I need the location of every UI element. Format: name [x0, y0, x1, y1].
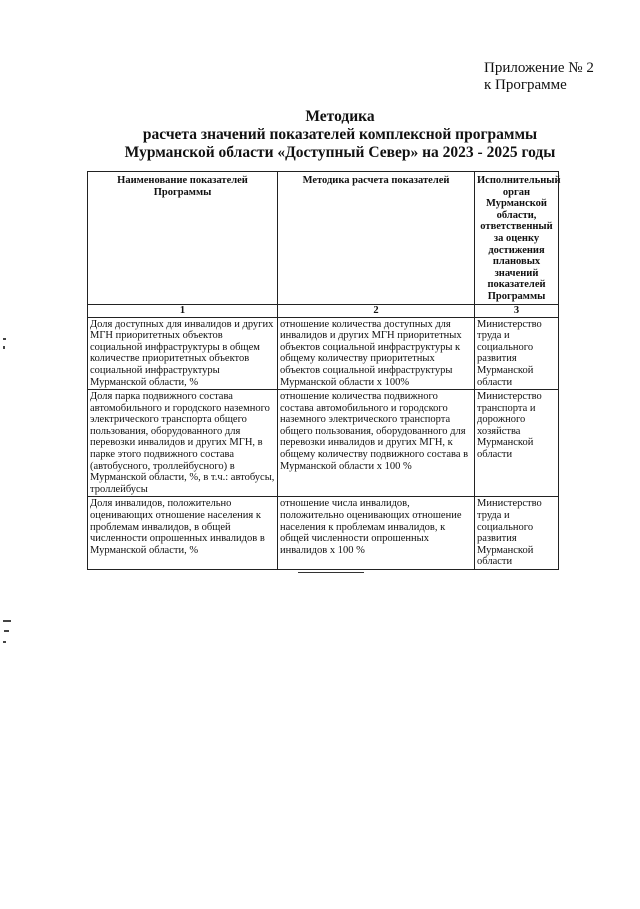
title-line-2: расчета значений показателей комплексной программы — [142, 126, 538, 143]
scan-speck — [4, 630, 9, 632]
column-number: 3 — [475, 304, 559, 317]
appendix-reference: к Программе — [484, 77, 567, 93]
calculation-method-cell: отношение количества доступных для инвалидов и других МГН приоритетных объектов социальной инфраструктуры к общему количеству приоритетных объектов социальной инфраструктуры Мурманской области х 100% — [278, 317, 475, 390]
methodology-table — [87, 171, 559, 570]
header-responsible-body: Исполнительный орган Мурманской области, ответственный за оценку достижения плановых значений показателей Программы — [475, 172, 559, 305]
column-number: 1 — [88, 304, 278, 317]
calculation-method-cell: отношение числа инвалидов, положительно оценивающих отношение населения к проблемам инвалидов, к общей численности опрошенных инвалидов х 100 % — [278, 497, 475, 570]
column-number: 2 — [278, 304, 475, 317]
indicator-name-cell: Доля доступных для инвалидов и других МГН приоритетных объектов социальной инфраструктуры в общем количестве приоритетных объектов социальной инфраструктуры Мурманской области, % — [88, 317, 278, 390]
table-row — [88, 390, 559, 497]
appendix-label — [484, 60, 594, 94]
table-header-row — [88, 172, 559, 305]
responsible-body-cell: Министерство труда и социального развития Мурманской области — [475, 317, 559, 390]
scan-speck — [3, 620, 11, 622]
responsible-body-cell: Министерство труда и социального развития Мурманской области — [475, 497, 559, 570]
table-column-numbers-row — [88, 304, 559, 317]
closing-divider — [298, 572, 364, 573]
title-line-1: Методика — [305, 108, 375, 125]
calculation-method-cell: отношение количества подвижного состава автомобильного и городского наземного электрического транспорта общего пользования, оборудованного для перевозки инвалидов и других МГН, к общему количеству подвижного состава в Мурманской области х 100 % — [278, 390, 475, 497]
title-line-3: Мурманской области «Доступный Север» на 2023 - 2025 годы — [124, 144, 556, 161]
responsible-body-cell: Министерство транспорта и дорожного хозяйства Мурманской области — [475, 390, 559, 497]
scan-speck — [3, 346, 5, 349]
appendix-number: Приложение № 2 — [484, 60, 594, 76]
indicator-name-cell: Доля инвалидов, положительно оценивающих отношение населения к проблемам инвалидов, в общей численности опрошенных инвалидов в Мурманской области, % — [88, 497, 278, 570]
table-row — [88, 317, 559, 390]
table-row — [88, 497, 559, 570]
scan-speck — [3, 338, 6, 340]
scan-speck — [3, 641, 6, 643]
header-indicator-name: Наименование показателей Программы — [88, 172, 278, 305]
document-title — [80, 108, 600, 162]
header-calculation-method: Методика расчета показателей — [278, 172, 475, 305]
indicator-name-cell: Доля парка подвижного состава автомобильного и городского наземного электрического транспорта общего пользования, оборудованного для перевозки инвалидов и других МГН, в парке этого подвижного состава (автобусного, троллейбусного) в Мурманской области, %, в т.ч.: автобусы, троллейбусы — [88, 390, 278, 497]
